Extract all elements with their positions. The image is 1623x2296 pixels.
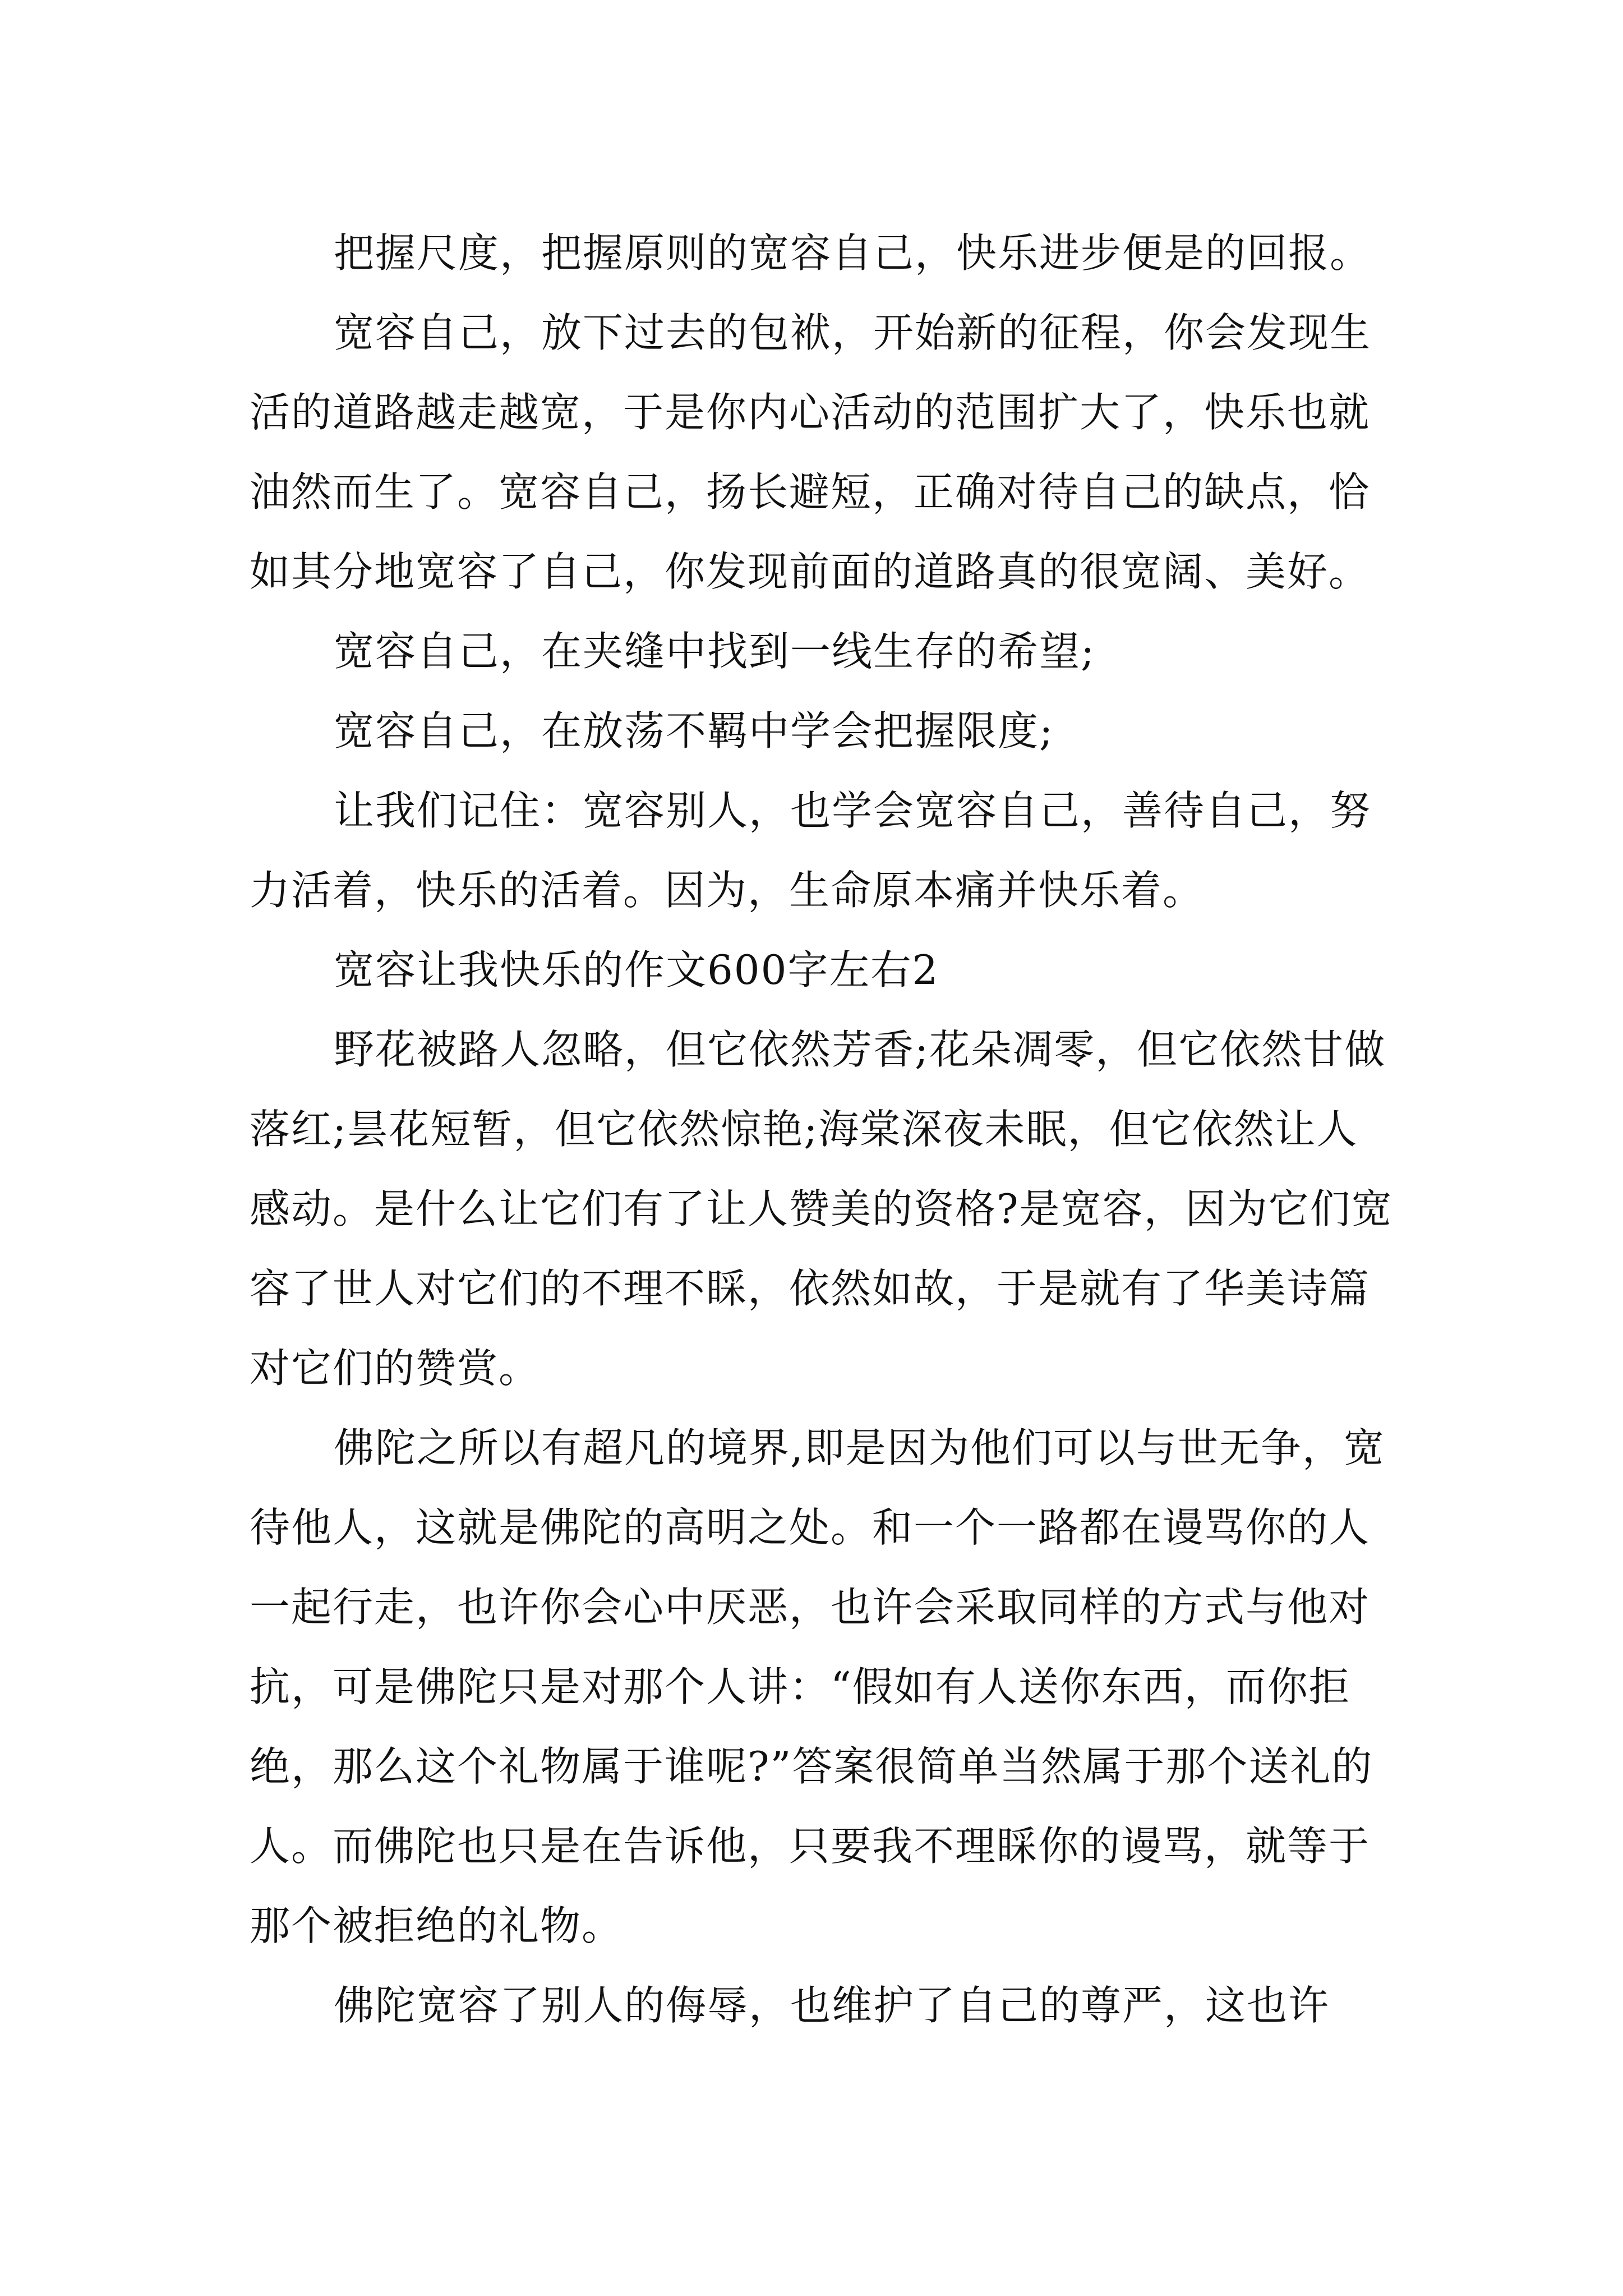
paragraph: 宽容自己，放下过去的包袱，开始新的征程，你会发现生活的道路越走越宽，于是你内心活动的范围扩大了，快乐也就油然而生了。宽容自己，扬长避短，正确对待自己的缺点，恰如其分地宽容了自己，你发现前面的道路真的很宽阔、美好。	[250, 309, 1372, 595]
paragraph: 把握尺度，把握原则的宽容自己，快乐进步便是的回报。	[334, 229, 1372, 277]
paragraph: 佛陀之所以有超凡的境界,即是因为他们可以与世无争，宽待他人，这就是佛陀的高明之处。和一个一路都在谩骂你的人一起行走，也许你会心中厌恶，也许会采取同样的方式与他对抗，可是佛陀只是对那个人讲：“假如有人送你东西，而你拒绝，那么这个礼物属于谁呢?”答案很简单当然属于那个送礼的人。而佛陀也只是在告诉他，只要我不理睬你的谩骂，就等于那个被拒绝的礼物。	[250, 1424, 1385, 1949]
paragraph: 宽容自己，在夹缝中找到一线生存的希望;	[334, 628, 1096, 675]
paragraph: 佛陀宽容了别人的侮辱，也维护了自己的尊严，这也许	[334, 1982, 1330, 2029]
paragraph: 宽容自己，在放荡不羁中学会把握限度;	[334, 707, 1054, 754]
section-heading: 宽容让我快乐的作文600字左右2	[334, 946, 939, 993]
paragraph: 让我们记住：宽容别人，也学会宽容自己，善待自己，努力活着，快乐的活着。因为，生命原本痛并快乐着。	[250, 787, 1372, 914]
paragraph: 野花被路人忽略，但它依然芳香;花朵凋零，但它依然甘做落红;昙花短暂，但它依然惊艳;海棠深夜未眠，但它依然让人感动。是什么让它们有了让人赞美的资格?是宽容，因为它们宽容了世人对它们的不理不睬，依然如故，于是就有了华美诗篇对它们的赞赏。	[250, 1026, 1393, 1392]
body-text	[250, 213, 1394, 2045]
